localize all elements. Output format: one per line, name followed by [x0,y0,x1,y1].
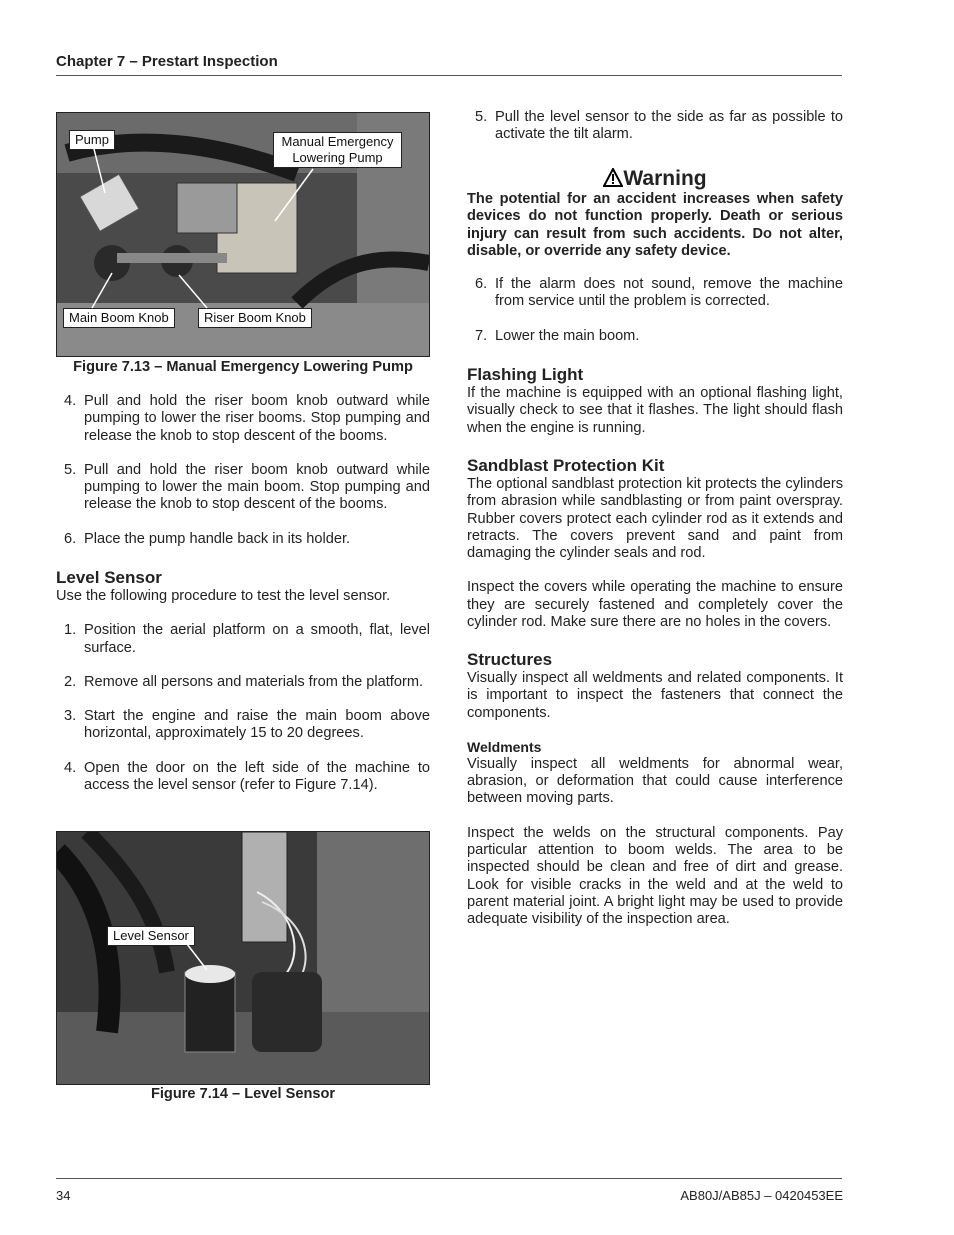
step-number: 4. [64,759,77,776]
step-text: Place the pump handle back in its holder. [84,530,351,547]
list-item [56,622,430,657]
list-item [467,328,843,345]
figure-7-14-caption: Figure 7.14 – Level Sensor [150,1086,336,1102]
step-text: Pull and hold the riser boom knob outward while pumping to lower the riser booms. Stop pumping and release the knob to stop descent of the booms. [84,393,430,444]
document-id: AB80J/AB85J – 0420453EE [680,1188,843,1203]
sandblast-heading: Sandblast Protection Kit [467,456,665,475]
callout-level-sensor: Level Sensor [107,926,195,946]
step-text: Start the engine and raise the main boom above horizontal, approximately 15 to 20 degrees. [84,708,430,742]
warning-triangle-icon [603,168,623,187]
step-text: Open the door on the left side of the machine to access the level sensor (refer to Figure 7.14). [84,759,430,794]
step-number: 3. [64,708,77,725]
figure-7-13-caption: Figure 7.13 – Manual Emergency Lowering Pump [73,359,413,375]
step-text: Remove all persons and materials from the platform. [84,673,424,690]
step-number: 6. [475,276,488,292]
warning-heading [467,167,843,191]
weldments-paragraph-2: Inspect the welds on the structural components. Pay particular attention to boom welds. The area to be inspected should be clean and free of dirt and grease. Look for visible cracks in the weld and at the weld to parent material joint. A bright light may be used to provide adequate visibility of the inspection area. [467,824,843,928]
warning-title: Warning [623,167,707,190]
list-item [56,462,430,514]
warning-box [467,167,843,260]
callout-pump: Pump [69,130,115,150]
callout-leader-lines [57,113,429,356]
level-sensor-intro: Use the following procedure to test the level sensor. [56,588,391,604]
step-number: 4. [64,393,77,409]
callout-main-boom-knob: Main Boom Knob [63,308,175,328]
sandblast-paragraph-1: The optional sandblast protection kit protects the cylinders from abrasion while sandblasting or from paint overspray. Rubber covers protect each cylinder rod as it extends and retracts. The covers prevent sand and paint from damaging the cylinder seals and rod. [467,476,843,562]
footer-rule [56,1178,842,1179]
flashing-light-section [467,365,843,437]
structures-section [467,650,843,929]
step-text: Position the aerial platform on a smooth, flat, level surface. [84,622,430,656]
structures-text: Visually inspect all weldments and related components. It is important to inspect the fasteners that connect the components. [467,670,843,721]
flashing-light-heading: Flashing Light [467,365,584,384]
figure-7-13-photo [56,112,430,357]
figure-7-14-photo [56,831,430,1085]
chapter-header: Chapter 7 – Prestart Inspection [56,53,278,70]
weldments-paragraph-1: Visually inspect all weldments for abnormal wear, abrasion, or deformation that could cause interference between moving parts. [467,755,843,807]
sandblast-paragraph-2: Inspect the covers while operating the machine to ensure they are securely fastened and completely cover the cylinder rod. Make sure there are no holes in the covers. [467,579,843,631]
warning-text: The potential for an accident increases when safety devices do not function properly. Death or serious injury can result from such accidents. Do not alter, disable, or override any safety device. [467,191,843,259]
list-item [56,708,430,743]
sandblast-section [467,456,843,631]
weldments-heading: Weldments [467,738,542,755]
page-number: 34 [56,1188,71,1203]
list-item [467,276,843,311]
right-steps-b [467,276,843,345]
list-item [56,531,430,548]
list-item [56,393,430,445]
step-number: 5. [475,109,488,125]
step-number: 1. [64,622,77,639]
step-text: Lower the main boom. [495,327,640,344]
step-text: Pull the level sensor to the side as far as possible to activate the tilt alarm. [495,109,843,143]
structures-heading: Structures [467,650,553,669]
list-item [467,109,843,144]
list-item [56,760,430,795]
step-number: 2. [64,673,77,690]
flashing-light-text: If the machine is equipped with an optional flashing light, visually check to see that it flashes. The light should flash when the engine is running. [467,385,843,436]
level-sensor-section [56,568,430,794]
level-sensor-heading: Level Sensor [56,568,162,587]
step-number: 7. [475,327,488,344]
step-text: If the alarm does not sound, remove the machine from service until the problem is corrected. [495,276,843,310]
callout-leader-lines [57,832,429,1084]
callout-manual-emergency-lowering-pump: Manual Emergency Lowering Pump [273,132,402,168]
list-item [56,674,430,691]
step-text: Pull and hold the riser boom knob outward while pumping to lower the main boom. Stop pumping and release the knob to stop descent of the booms. [84,461,430,513]
right-steps-a [467,109,843,144]
step-number: 5. [64,461,77,478]
step-number: 6. [64,530,77,547]
left-steps-a [56,393,430,548]
callout-riser-boom-knob: Riser Boom Knob [198,308,312,328]
header-rule [56,75,842,76]
